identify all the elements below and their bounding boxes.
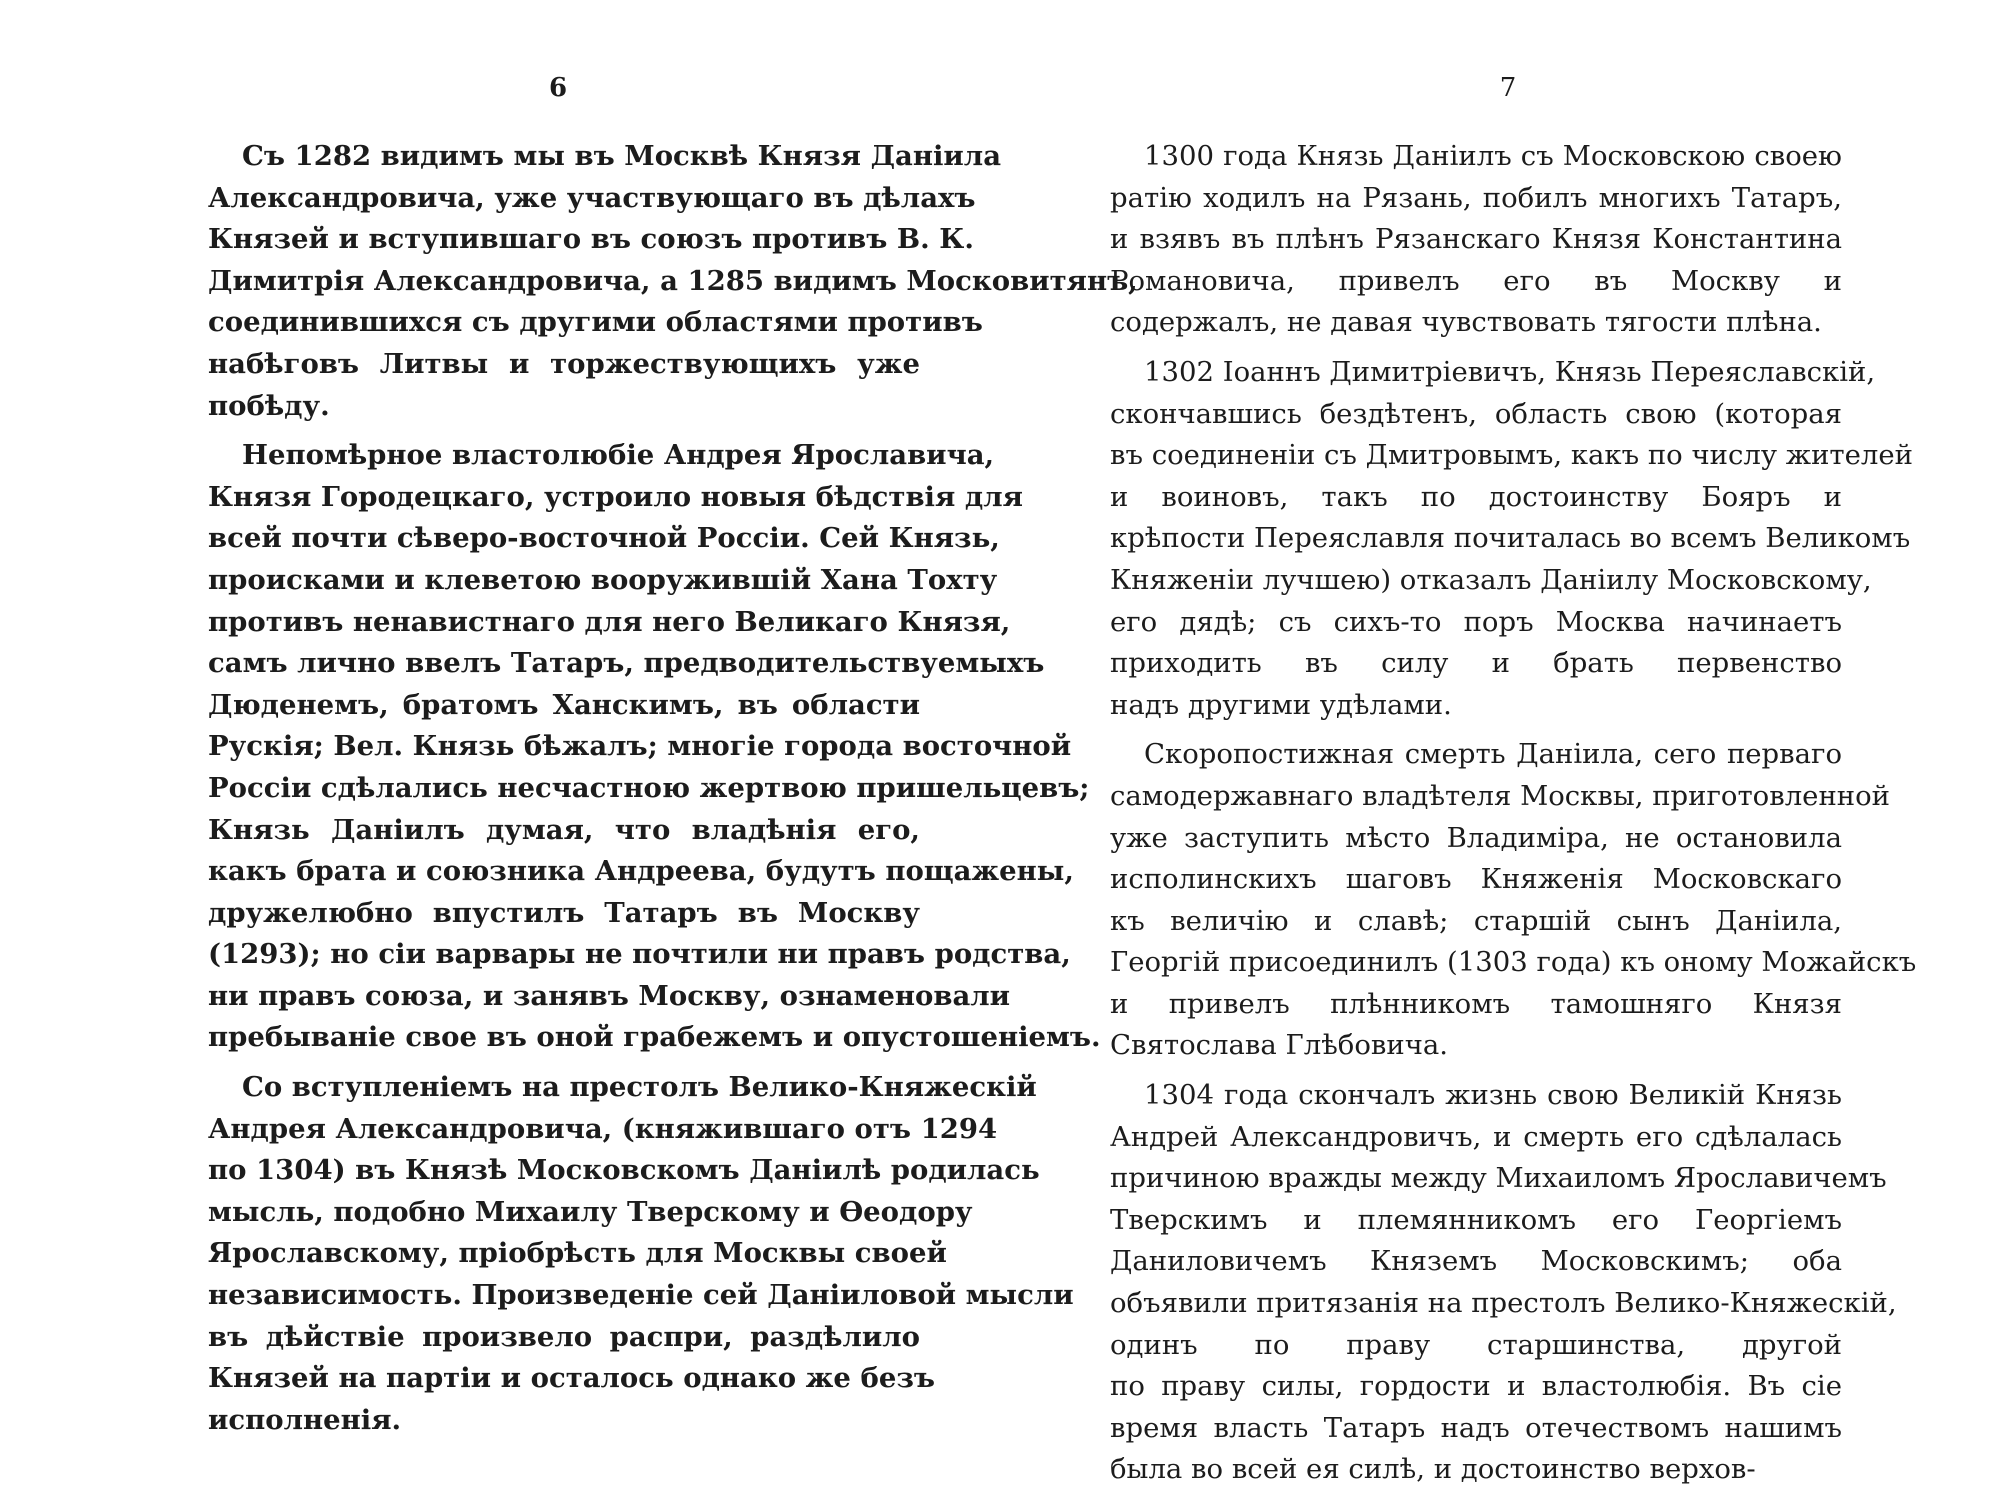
text-line: его дядѣ; съ сихъ-то поръ Москва начинаетъ: [1110, 605, 1842, 638]
paragraph: [1110, 352, 1913, 726]
text-line: происками и клеветою вооружившiй Хана Тохту: [208, 563, 998, 596]
text-line: Князей и вступившаго въ союзъ противъ В. К.: [208, 223, 974, 256]
text-line: исполненiя.: [208, 1403, 402, 1436]
text-line: ни правъ союза, и занявъ Москву, ознаменовали: [208, 979, 1011, 1012]
text-line: дружелюбно впустилъ Татаръ въ Москву: [208, 896, 920, 929]
text-line: противъ ненавистнаго для него Великаго Князя,: [208, 605, 1011, 638]
paragraph: [208, 435, 1101, 1059]
text-line: Скоропостижная смерть Данiила, сего перваго: [1144, 738, 1842, 771]
text-line: одинъ по праву старшинства, другой: [1110, 1328, 1842, 1361]
text-line: скончавшись бездѣтенъ, область свою (которая: [1110, 397, 1842, 430]
page-number: 6: [548, 73, 568, 103]
text-line: уже заступить мѣсто Владимiра, не остановила: [1110, 821, 1842, 854]
paragraph: [1110, 136, 1842, 344]
text-line: Даниловичемъ Княземъ Московскимъ; оба: [1110, 1245, 1842, 1278]
paragraph-gap: [208, 427, 920, 435]
text-line: исполинскихъ шаговъ Княженiя Московскаго: [1110, 863, 1842, 896]
right-page: [1000, 0, 2000, 1495]
paragraph-gap: [1110, 1067, 1842, 1075]
text-line: 1304 года скончалъ жизнь свою Великiй Князь: [1144, 1079, 1842, 1112]
text-line: и воиновъ, такъ по достоинству Бояръ и: [1110, 480, 1842, 513]
text-line: была во всей ея силѣ, и достоинство верхов-: [1110, 1453, 1756, 1486]
text-line: Святослава Глѣбовича.: [1110, 1029, 1449, 1062]
text-line: Князей на партiи и осталось однако же безъ: [208, 1362, 935, 1395]
text-line: къ величiю и славѣ; старшiй сынъ Данiила,: [1110, 904, 1842, 937]
text-line: Рускiя; Вел. Князь бѣжалъ; многiе города восточной: [208, 730, 1072, 763]
text-line: какъ брата и союзника Андреева, будутъ пощажены,: [208, 855, 1074, 888]
text-line: Со вступленiемъ на престолъ Велико-Княжескiй: [242, 1071, 1037, 1104]
text-line: Съ 1282 видимъ мы въ Москвѣ Князя Данiила: [242, 140, 1002, 172]
text-line: по праву силы, гордости и властолюбiя. Въ сiе: [1110, 1370, 1842, 1403]
page-text: [1110, 136, 1917, 1491]
paragraph-gap: [208, 1059, 920, 1067]
text-line: Князя Городецкаго, устроило новыя бѣдствiя для: [208, 480, 1023, 513]
text-line: и взявъ въ плѣнъ Рязанскаго Князя Константина: [1110, 223, 1842, 256]
text-line: 1302 Iоаннъ Димитрiевичъ, Князь Переяславскiй,: [1144, 355, 1876, 388]
text-line: Князь Данiилъ думая, что владѣнiя его,: [208, 813, 920, 846]
page-number: 7: [1499, 73, 1517, 103]
text-line: побѣду.: [208, 389, 330, 422]
text-line: мысль, подобно Михаилу Тверскому и Ѳеодору: [208, 1195, 973, 1228]
text-line: объявили притязанiя на престолъ Велико-Княжескiй,: [1110, 1287, 1897, 1320]
page-text: [208, 136, 1138, 1441]
text-line: самъ лично ввелъ Татаръ, предводительствуемыхъ: [208, 647, 1045, 680]
text-line: набѣговъ Литвы и торжествующихъ уже: [208, 347, 920, 380]
text-line: Димитрiя Александровича, а 1285 видимъ Московитянъ,: [208, 264, 1138, 297]
text-line: по 1304) въ Князѣ Московскомъ Данiилѣ родилась: [208, 1154, 1040, 1187]
text-line: (1293); но сiи варвары не почтили ни правъ родства,: [208, 938, 1071, 971]
paragraph: [1110, 734, 1917, 1067]
text-line: въ дѣйствiе произвело распри, раздѣлило: [208, 1320, 920, 1353]
text-line: ратiю ходилъ на Рязань, побилъ многихъ Татаръ,: [1110, 181, 1842, 214]
paragraph: [208, 136, 1138, 427]
paragraph-gap: [1110, 726, 1842, 734]
text-line: независимость. Произведенiе сей Данiиловой мысли: [208, 1279, 1074, 1312]
text-line: Андрей Александровичъ, и смерть его сдѣлалась: [1110, 1120, 1842, 1153]
text-line: причиною вражды между Михаиломъ Ярославичемъ: [1110, 1162, 1887, 1195]
text-line: приходить въ силу и брать первенство: [1110, 647, 1842, 680]
paragraph: [208, 1067, 1074, 1441]
paragraph: [1110, 1075, 1897, 1491]
paragraph-gap: [1110, 344, 1842, 352]
text-line: Тверскимъ и племянникомъ его Георгiемъ: [1110, 1203, 1842, 1236]
text-line: пребыванiе свое въ оной грабежемъ и опустошенiемъ.: [208, 1021, 1101, 1054]
text-line: крѣпости Переяславля почиталась во всемъ Великомъ: [1110, 522, 1911, 555]
text-line: Романовича, привелъ его въ Москву и: [1110, 264, 1842, 297]
text-line: время власть Татаръ надъ отечествомъ нашимъ: [1110, 1411, 1842, 1444]
text-line: Непомѣрное властолюбiе Андрея Ярославича,: [242, 439, 995, 472]
text-line: всей почти сѣверо-восточной Россiи. Сей Князь,: [208, 522, 1000, 555]
text-line: 1300 года Князь Данiилъ съ Московскою своею: [1144, 140, 1842, 172]
text-line: Дюденемъ, братомъ Ханскимъ, въ области: [208, 688, 920, 721]
text-line: и привелъ плѣнникомъ тамошняго Князя: [1110, 987, 1842, 1020]
text-line: Россiи сдѣлались несчастною жертвою пришельцевъ;: [208, 771, 1090, 804]
text-line: Княженiи лучшею) отказалъ Данiилу Московскому,: [1110, 563, 1872, 596]
text-line: Андрея Александровича, (княжившаго отъ 1294: [208, 1112, 998, 1145]
text-line: въ соединенiи съ Дмитровымъ, какъ по числу жителей: [1110, 439, 1913, 472]
text-line: содержалъ, не давая чувствовать тягости плѣна.: [1110, 306, 1822, 339]
text-line: Георгiй присоединилъ (1303 года) къ оному Можайскъ: [1110, 946, 1917, 979]
text-line: самодержавнаго владѣтеля Москвы, приготовленной: [1110, 779, 1890, 812]
text-line: Ярославскому, прiобрѣсть для Москвы своей: [208, 1237, 947, 1270]
text-line: Александровича, уже участвующаго въ дѣлахъ: [208, 181, 976, 214]
text-line: соединившихся съ другими областями противъ: [208, 306, 983, 339]
text-line: надъ другими удѣлами.: [1110, 688, 1452, 721]
